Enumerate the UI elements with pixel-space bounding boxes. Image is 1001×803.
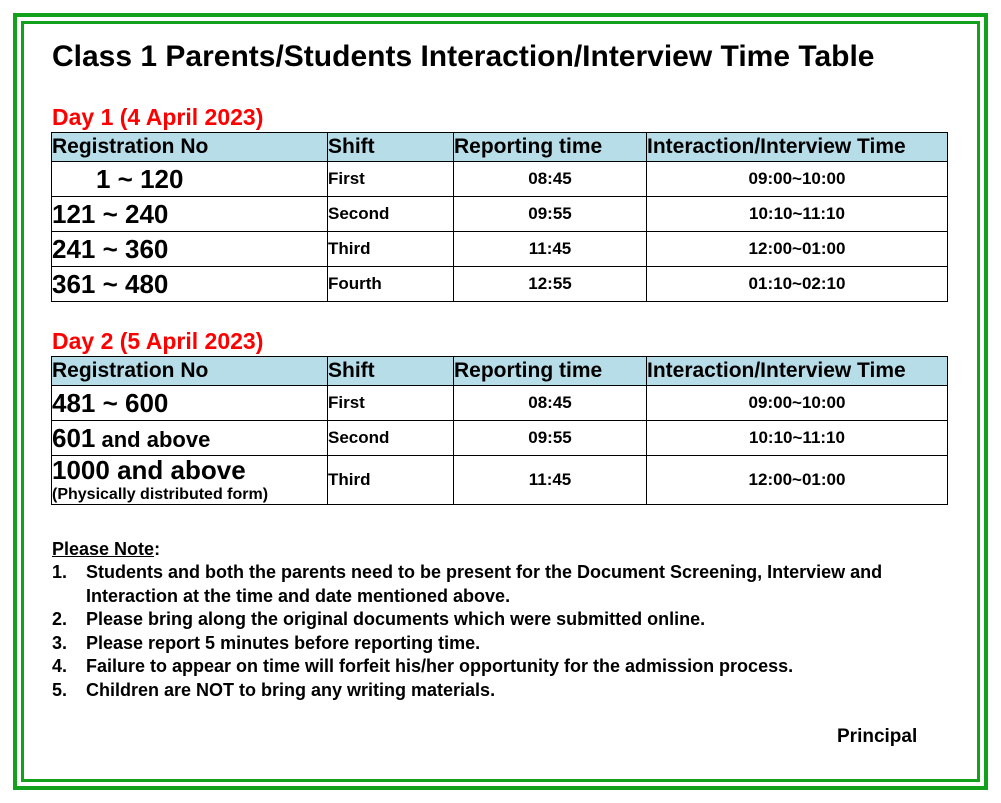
reporting-cell: 11:45 <box>454 232 647 267</box>
header-interaction: Interaction/Interview Time <box>647 133 948 162</box>
list-text: Please bring along the original documents which were submitted online. <box>86 609 706 629</box>
note-title-colon: : <box>154 539 161 559</box>
day1-heading: Day 1 (4 April 2023) <box>52 104 264 130</box>
shift-cell: Second <box>328 421 454 456</box>
header-shift: Shift <box>328 357 454 386</box>
list-item <box>52 561 957 608</box>
note-title-text: Please Note <box>52 539 155 559</box>
list-text: Please report 5 minutes before reporting time. <box>86 632 481 653</box>
list-number: 1. <box>52 562 68 582</box>
table-row <box>52 421 948 456</box>
shift-cell: Second <box>328 197 454 232</box>
reporting-cell: 09:55 <box>454 421 647 456</box>
reporting-cell: 08:45 <box>454 162 647 197</box>
day1-table <box>51 132 948 302</box>
list-item <box>52 608 957 632</box>
list-number: 4. <box>52 656 68 676</box>
table-header-row <box>52 357 948 386</box>
table-row <box>52 162 948 197</box>
reporting-cell: 09:55 <box>454 197 647 232</box>
day2-heading: Day 2 (5 April 2023) <box>52 328 264 354</box>
list-number: 2. <box>52 609 68 629</box>
list-number: 3. <box>52 632 68 653</box>
registration-range: 1000 and above <box>52 455 246 485</box>
interaction-cell: 01:10~02:10 <box>647 267 948 302</box>
registration-suffix: and above <box>95 426 211 452</box>
interaction-cell: 10:10~11:10 <box>647 421 948 456</box>
reporting-cell: 11:45 <box>454 456 647 505</box>
registration-note: (Physically distributed form) <box>52 486 269 503</box>
table-row <box>52 232 948 267</box>
list-text: Failure to appear on time will forfeit his/her opportunity for the admission process. <box>86 656 794 676</box>
note-heading <box>52 539 160 560</box>
day2-table <box>51 356 948 505</box>
table-row <box>52 386 948 421</box>
shift-cell: First <box>328 386 454 421</box>
interaction-cell: 09:00~10:00 <box>647 162 948 197</box>
interaction-cell: 09:00~10:00 <box>647 386 948 421</box>
registration-number: 601 <box>52 422 96 453</box>
header-reporting: Reporting time <box>454 133 647 162</box>
registration-cell: 121 ~ 240 <box>52 197 328 232</box>
header-reporting: Reporting time <box>454 357 647 386</box>
registration-cell: 361 ~ 480 <box>52 267 328 302</box>
notes-list <box>52 561 957 702</box>
interaction-cell: 12:00~01:00 <box>647 232 948 267</box>
registration-cell: 1 ~ 120 <box>52 162 328 197</box>
list-item <box>52 655 957 679</box>
table-row <box>52 267 948 302</box>
registration-cell: 241 ~ 360 <box>52 232 328 267</box>
list-item <box>52 679 957 703</box>
list-text: Students and both the parents need to be present for the Document Screening, Interview and Interaction at the time and date mentioned above. <box>86 562 883 606</box>
shift-cell: Third <box>328 456 454 505</box>
header-interaction: Interaction/Interview Time <box>647 357 948 386</box>
table-header-row <box>52 133 948 162</box>
list-text: Children are NOT to bring any writing materials. <box>86 679 496 700</box>
reporting-cell: 08:45 <box>454 386 647 421</box>
table-row <box>52 456 948 505</box>
shift-cell: Third <box>328 232 454 267</box>
reporting-cell: 12:55 <box>454 267 647 302</box>
shift-cell: First <box>328 162 454 197</box>
shift-cell: Fourth <box>328 267 454 302</box>
interaction-cell: 12:00~01:00 <box>647 456 948 505</box>
list-number: 5. <box>52 679 68 700</box>
registration-cell: 481 ~ 600 <box>52 386 328 421</box>
header-registration: Registration No <box>52 133 328 162</box>
header-registration: Registration No <box>52 357 328 386</box>
page-title: Class 1 Parents/Students Interaction/Interview Time Table <box>52 40 875 73</box>
signature-label: Principal <box>837 726 918 747</box>
registration-cell <box>52 456 328 505</box>
table-row <box>52 197 948 232</box>
header-shift: Shift <box>328 133 454 162</box>
interaction-cell: 10:10~11:10 <box>647 197 948 232</box>
list-item <box>52 632 957 656</box>
registration-cell <box>52 421 328 456</box>
